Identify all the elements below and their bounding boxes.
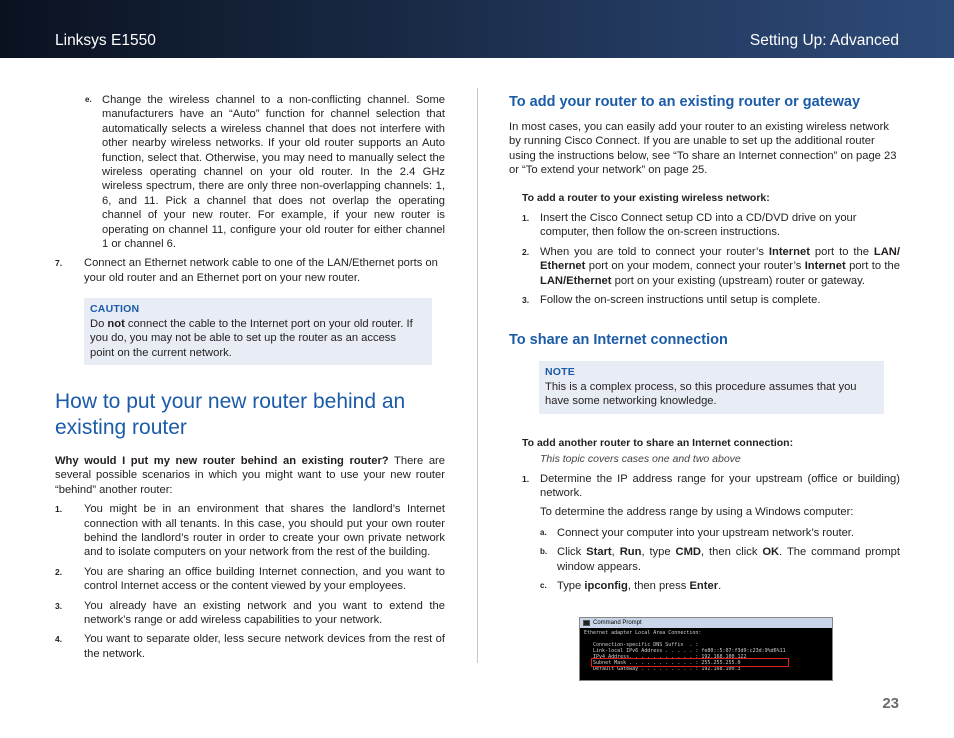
list-item: b. Click Start, Run, type CMD, then click OK. The command prompt window appears. — [540, 546, 900, 573]
step-7 — [55, 256, 445, 285]
paragraph: To determine the address range by using a Windows computer: — [540, 506, 854, 519]
list-item: 2. You are sharing an office building Internet connection, and you want to control Internet access or the content viewed by your employees. — [55, 565, 445, 593]
page-header — [0, 0, 954, 58]
step-label: 7. — [55, 258, 63, 269]
intro-paragraph: In most cases, you can easily add your router to an existing wireless network by running Cisco Connect. If you are unable to set up the additional router using the instructions below, see “To share an Internet connection” on page 23 or “To extend your network” on page 25. — [509, 121, 897, 177]
procedure-subtitle: This topic covers cases one and two above — [540, 453, 741, 466]
step-text: Connect an Ethernet network cable to one of the LAN/Ethernet ports on your old router and an Ethernet port on your new router. — [84, 257, 438, 284]
sub-step-label: e. — [85, 95, 92, 104]
list-item: 2. When you are told to connect your router’s Internet port to the LAN/ Ethernet port on your modem, connect your router’s Internet port to the LAN/Ethernet port on your existing (upstream) router or gateway. — [522, 245, 900, 287]
procedure-steps — [522, 472, 900, 594]
procedure-title: To add another router to share an Internet connection: — [522, 436, 794, 449]
heading-share-connection: To share an Internet connection — [509, 332, 728, 349]
page-number: 23 — [882, 695, 899, 712]
list-item: 1. You might be in an environment that shares the landlord’s Internet connection with all tenants. In this case, you should put your own router behind the landlord’s router in order to create your own private network and to isolate computers on your network from the rest of the building. — [55, 503, 445, 559]
left-column — [55, 93, 445, 661]
reasons-list — [55, 502, 445, 661]
why-paragraph: Why would I put my new router behind an existing router? There are several possible scenarios in which you might want to use your new router “behind” another router: — [55, 454, 445, 496]
column-divider — [477, 88, 478, 663]
sub-step-text: Change the wireless channel to a non-conflicting channel. Some manufacturers have an “Auto” function for channel selection that automatically selects a wireless channel that does not interfere with other nearby wireless networks. If your old router supports an Auto function, select that. Otherwise, you may need to manually select the wireless operating channel on your old router. In the 2.4 GHz wireless spectrum, there are only three non-overlapping channels: 1, 6, and 11. Pick a channel that does not overlap the operating channel of your new router. For example, if your new router is operating on channel 11, configure your old router for either channel 1 or channel 6. — [102, 94, 445, 251]
note-box — [539, 361, 884, 413]
product-name: Linksys E1550 — [55, 32, 156, 49]
heading-add-router: To add your router to an existing router or gateway — [509, 94, 861, 110]
list-item: c. Type ipconfig, then press Enter. — [540, 579, 722, 592]
sub-step-e — [85, 93, 445, 251]
caution-box — [84, 298, 432, 365]
window-title: Command Prompt — [593, 620, 642, 626]
section-heading: How to put your new router behind an existing router — [55, 389, 406, 439]
note-text: This is a complex process, so this procedure assumes that you have some networking knowledge. — [545, 380, 857, 408]
command-prompt-screenshot — [579, 617, 833, 681]
caution-title: CAUTION — [90, 303, 140, 316]
right-column — [509, 93, 900, 593]
section-title: Setting Up: Advanced — [749, 32, 899, 49]
procedure-title: To add a router to your existing wireless network: — [522, 191, 770, 204]
caution-text: Do not connect the cable to the Internet port on your old router. If you do, you may not be able to set up the router as an access point on the current network. — [90, 317, 413, 359]
note-title: NOTE — [545, 366, 575, 379]
procedure-steps — [522, 211, 900, 307]
window-titlebar — [580, 618, 832, 628]
list-item: 4. You want to separate older, less secure network devices from the rest of the network. — [55, 633, 445, 660]
console-output: Ethernet adapter Local Area Connection: Connection-specific DNS Suffix . : Link-local IPv6 Address . . . . . : fe80::5:07:f3d9:c23d:9%d6%11 IPv4 Address. . . . . . . . . . . : 192.168.100.122 Subnet Mask . . . . . . . . . . . : 255.255.255.0 Default Gateway . . . . . . . . . : 192.168.100.3 — [584, 630, 786, 672]
sub-steps — [540, 526, 900, 594]
list-item: 1. Determine the IP address range for your upstream (office or building) network. — [522, 472, 900, 499]
list-item: 1. Insert the Cisco Connect setup CD into a CD/DVD drive on your computer, then follow the on-screen instructions. — [522, 212, 857, 239]
console-icon — [583, 620, 590, 626]
list-item: a. Connect your computer into your upstream network’s router. — [540, 526, 855, 539]
ipv4-highlight — [591, 658, 789, 667]
list-item: 3. Follow the on-screen instructions until setup is complete. — [522, 294, 821, 307]
list-item: 3. You already have an existing network and you want to extend the network’s range or add wireless capabilities to your network. — [55, 599, 445, 626]
